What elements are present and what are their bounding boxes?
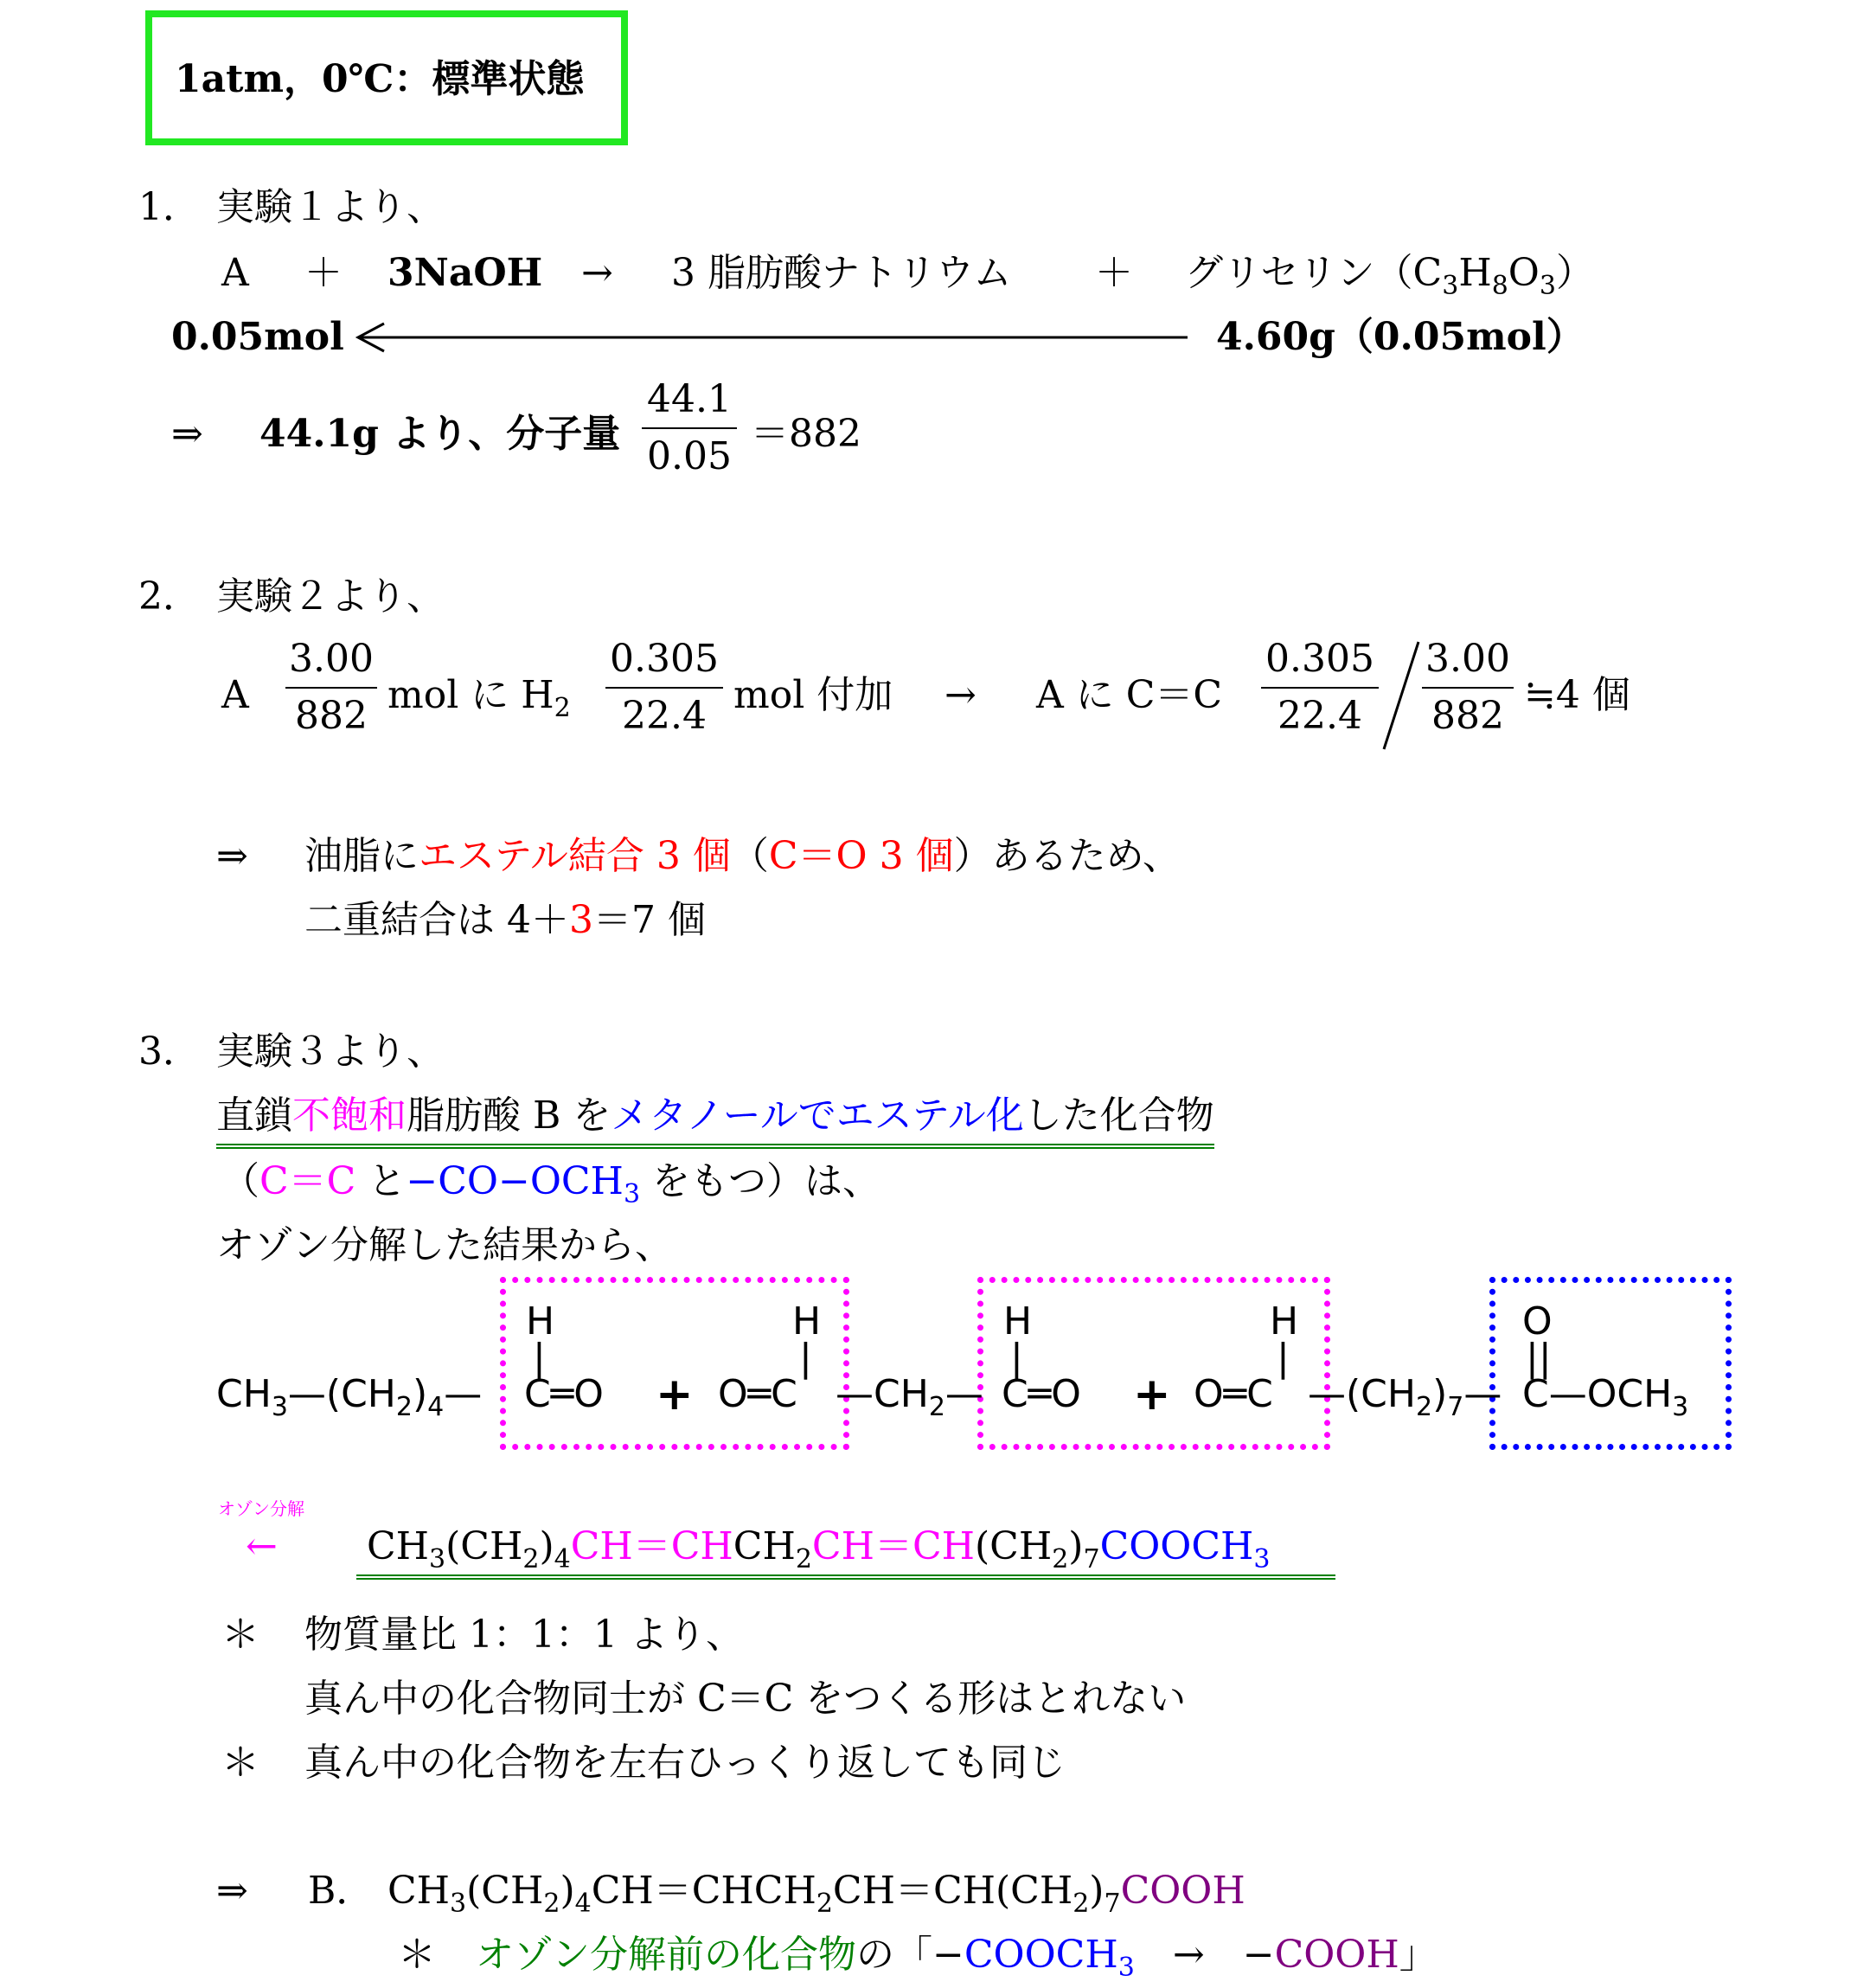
s3-title: 実験３より、 <box>216 1029 445 1074</box>
s3-line2: （C＝C と$-CO-OCH_3$ をもつ）は、 <box>221 1159 881 1209</box>
s2-title: 実験２より、 <box>216 574 445 619</box>
aldehyde-2: O═C <box>718 1372 797 1416</box>
answer-implies: ⇒ <box>216 1869 248 1913</box>
s3-number: 3． <box>138 1029 201 1074</box>
ozone-arrow: ← <box>246 1524 278 1568</box>
s2-line2: 二重結合は 4＋3＝7 個 <box>304 898 706 942</box>
condition-text: 1atm，0℃：標準状態 <box>175 57 585 101</box>
note2-line: 真ん中の化合物を左右ひっくり返しても同じ <box>304 1741 1066 1785</box>
s2-fraction-2: $\frac{0.305}{22.4}$ <box>605 640 723 735</box>
h-atom-1: H <box>526 1299 555 1344</box>
carbonyl-o: O <box>1522 1299 1553 1344</box>
h-atom-3: H <box>1003 1299 1033 1344</box>
plus-1: + <box>656 1369 694 1420</box>
s1-eq-arrow: → <box>581 251 613 295</box>
aldehyde-1: C═O <box>524 1372 604 1416</box>
s2-slash <box>1380 638 1422 753</box>
s2-A: A <box>221 673 249 717</box>
s2-implies: ⇒ <box>216 834 248 878</box>
s1-eq-naoh: 3NaOH <box>387 251 543 295</box>
s1-eq-plus: ＋ <box>304 251 343 295</box>
s1-eq-A: A <box>221 251 249 295</box>
bond-4: | <box>1277 1336 1290 1380</box>
bond-2: | <box>799 1336 812 1380</box>
s1-long-arrow <box>353 320 1192 355</box>
ester-formula: $CH_3(CH_2)_4CH=CHCH_2CH=CH(CH_2)_7COOCH_3$ <box>356 1528 1335 1580</box>
s1-number: 1． <box>138 185 201 229</box>
answer-label: B． <box>308 1869 375 1913</box>
chain-start: $CH_3—(CH_2)_4—$ <box>216 1372 483 1422</box>
note1-line1: 物質量比 1：1：1 より、 <box>304 1613 744 1657</box>
h-atom-2: H <box>792 1299 822 1344</box>
bond-3: | <box>1010 1336 1023 1380</box>
s1-implies: ⇒ <box>171 412 203 456</box>
s1-result: ＝882 <box>751 412 861 456</box>
note1-star: ＊ <box>221 1613 259 1657</box>
double-bond: || <box>1526 1336 1552 1380</box>
s1-title: 実験１より、 <box>216 185 445 229</box>
s3-line3: オゾン分解した結果から、 <box>216 1223 673 1267</box>
s2-arrow: → <box>945 673 977 717</box>
answer-formula: $CH_3(CH_2)_4CH=CHCH_2CH=CH(CH_2)_7COOH$ <box>387 1869 1245 1919</box>
methyl-ester: $C—OCH_3$ <box>1522 1372 1689 1422</box>
s1-mass-text: 44.1g より、分子量 <box>259 412 621 456</box>
s1-eq-glycerin: グリセリン$(C_3H_8O_3)$ <box>1185 251 1594 301</box>
s2-mol-h2: mol に $H_2$ <box>387 673 571 723</box>
bond-1: | <box>533 1336 546 1380</box>
last-note: オゾン分解前の化合物の「$-COOCH_3$ → −COOH」 <box>476 1933 1438 1983</box>
aldehyde-3: C═O <box>1002 1372 1081 1416</box>
chain-heptyl: $—(CH_2)_7—$ <box>1308 1372 1502 1422</box>
s1-fraction: $\frac{44.1}{0.05}$ <box>642 381 737 476</box>
last-star: ＊ <box>398 1933 436 1977</box>
s1-mol-left: 0.05mol <box>171 315 344 359</box>
h-atom-4: H <box>1270 1299 1299 1344</box>
s2-a-cc: A に C＝C <box>1036 673 1223 717</box>
methylene: $—CH_2—$ <box>836 1372 983 1422</box>
ozone-label: オゾン分解 <box>218 1498 304 1519</box>
plus-2: + <box>1133 1369 1171 1420</box>
aldehyde-4: O═C <box>1194 1372 1273 1416</box>
s2-mol-add: mol 付加 <box>733 673 893 717</box>
s2-number: 2． <box>138 574 201 619</box>
s2-approx: ≒4 個 <box>1524 673 1630 717</box>
s1-eq-plus2: ＋ <box>1095 251 1133 295</box>
note1-line2: 真ん中の化合物同士が C＝C をつくる形はとれない <box>304 1677 1187 1721</box>
s1-eq-soap: 3 脂肪酸ナトリウム <box>671 251 1012 295</box>
s2-fraction-3: $\frac{0.305}{22.4}$ <box>1261 640 1379 735</box>
s2-line1: 油脂にエステル結合 3 個（C＝O 3 個）あるため、 <box>304 834 1181 878</box>
s1-mol-right: 4.60g（0.05mol） <box>1216 315 1585 359</box>
s2-fraction-4: $\frac{3.00}{882}$ <box>1422 640 1514 735</box>
s3-line1: 直鎖不飽和脂肪酸 B をメタノールでエステル化した化合物 <box>216 1097 1214 1149</box>
note2-star: ＊ <box>221 1741 259 1785</box>
s2-fraction-1: $\frac{3.00}{882}$ <box>285 640 377 735</box>
